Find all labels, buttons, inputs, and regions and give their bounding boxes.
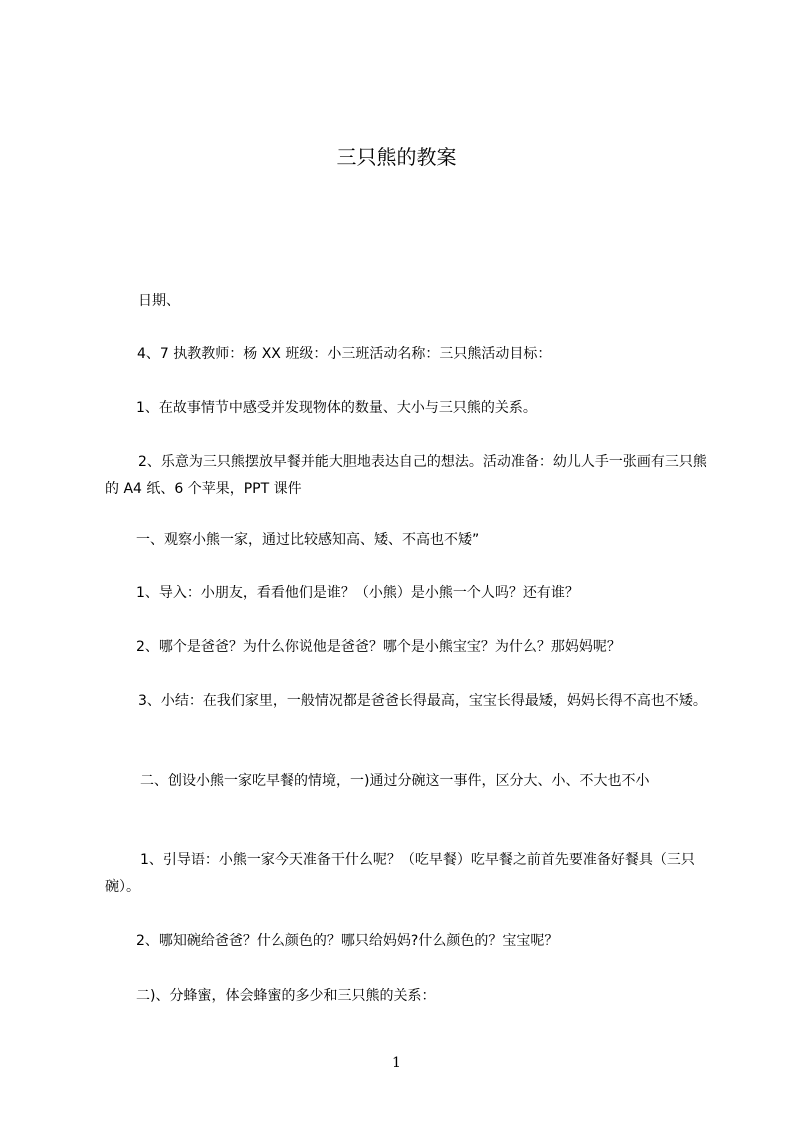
paragraph-intro: 1、导入：小朋友，看看他们是谁？（小熊）是小熊一个人吗？还有谁？ xyxy=(136,585,579,601)
paragraph-section-2: 二、创设小熊一家吃早餐的情境，一)通过分碗这一事件，区分大、小、不大也不小 xyxy=(140,773,650,789)
paragraph-goal-2: 2、乐意为三只熊摆放早餐并能大胆地表达自己的想法。活动准备：幼儿人手一张画有三只熊的 A4 纸、6 个苹果，PPT 课件 xyxy=(105,454,707,497)
page-number: 1 xyxy=(392,1055,401,1071)
paragraph-guide: 1、引导语：小熊一家今天准备干什么呢？（吃早餐）吃早餐之前首先要准备好餐具（三只碗）。 xyxy=(105,852,695,895)
paragraph-question: 2、哪个是爸爸？为什么你说他是爸爸？哪个是小熊宝宝？为什么？那妈妈呢？ xyxy=(136,639,621,655)
paragraph-goal-1: 1、在故事情节中感受并发现物体的数量、大小与三只熊的关系。 xyxy=(136,400,537,416)
paragraph-bowls: 2、哪知碗给爸爸？什么颜色的？哪只给妈妈?什么颜色的？宝宝呢？ xyxy=(136,933,559,949)
document-title: 三只熊的教案 xyxy=(336,145,457,169)
paragraph-date: 日期、 xyxy=(138,293,180,309)
paragraph-teacher-info: 4、7 执教教师：杨 XX 班级：小三班活动名称：三只熊活动目标： xyxy=(137,346,552,362)
paragraph-section-1: 一、观察小熊一家，通过比较感知高、矮、不高也不矮” xyxy=(136,532,480,548)
paragraph-summary: 3、小结：在我们家里，一般情况都是爸爸长得最高，宝宝长得最矮，妈妈长得不高也不矮。 xyxy=(138,693,707,709)
paragraph-honey: 二)、分蜂蜜，体会蜂蜜的多少和三只熊的关系： xyxy=(136,988,436,1004)
